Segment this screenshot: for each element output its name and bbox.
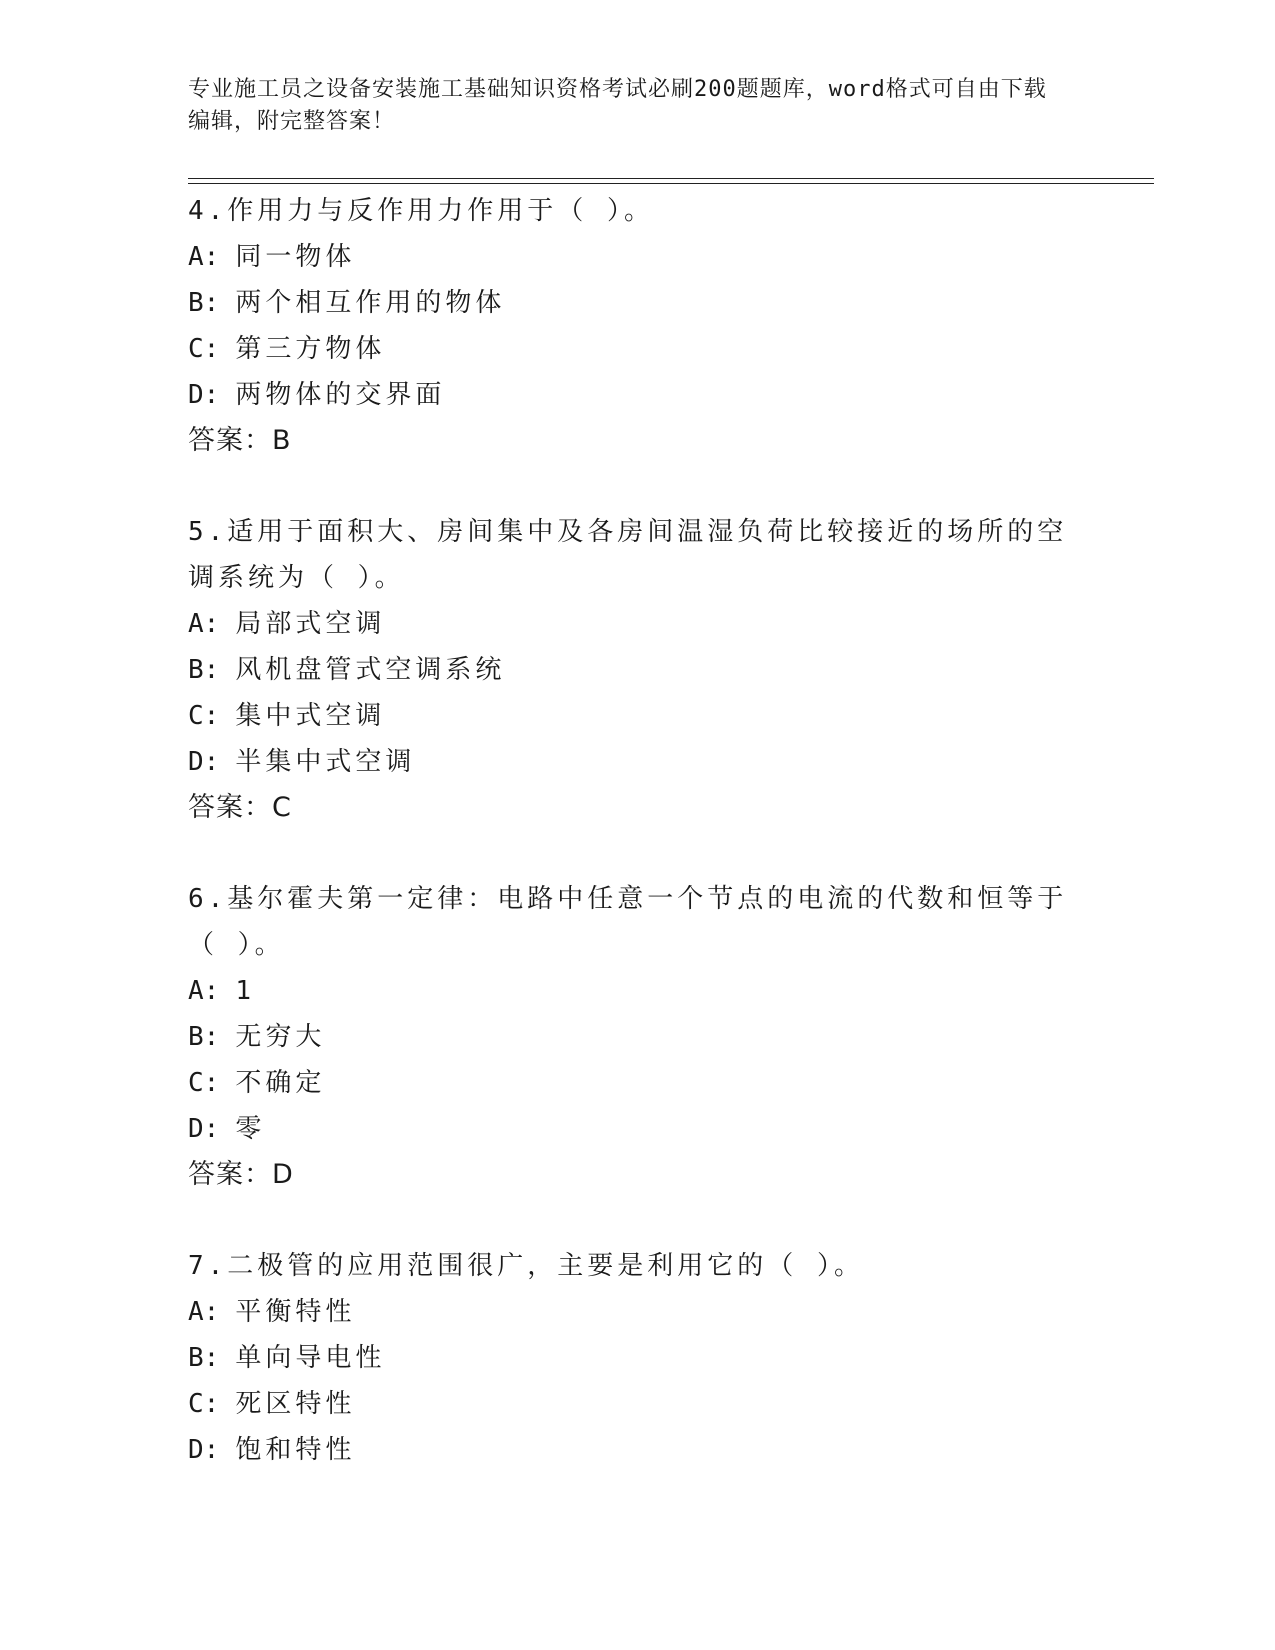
option-a [188,601,1088,647]
option-key: C: [188,701,220,731]
answer-line: 答案：B [188,425,292,456]
document-header: 专业施工员之设备安装施工基础知识资格考试必刷200题题库，word格式可自由下载编辑，附完整答案！ [188,77,1047,134]
option-text: 死区特性 [235,1389,356,1419]
header-divider-top [188,178,1154,179]
option-b [188,647,1088,693]
option-text: 第三方物体 [235,334,386,364]
header-divider-bottom [188,183,1154,184]
option-c [188,1381,1088,1427]
question-4 [188,188,1088,464]
option-text: 半集中式空调 [235,747,416,777]
option-a [188,968,1088,1014]
option-key: A: [188,976,220,1006]
option-text: 零 [235,1114,266,1144]
option-text: 集中式空调 [235,701,386,731]
option-key: D: [188,1114,220,1144]
option-c [188,693,1088,739]
option-key: A: [188,1297,220,1327]
question-6 [188,876,1088,1198]
option-d [188,1106,1088,1152]
option-key: A: [188,609,220,639]
option-a [188,234,1088,280]
option-text: 风机盘管式空调系统 [235,655,506,685]
option-key: D: [188,380,220,410]
option-text: 平衡特性 [235,1297,356,1327]
option-d [188,372,1088,418]
option-key: B: [188,1022,220,1052]
answer-line: 答案：C [188,792,292,823]
option-b [188,1014,1088,1060]
option-b [188,1335,1088,1381]
question-list [188,188,1088,1473]
option-text: 单向导电性 [235,1343,386,1373]
question-stem: 7.二极管的应用范围很广，主要是利用它的（ ）。 [188,1251,864,1281]
option-key: D: [188,747,220,777]
option-key: B: [188,655,220,685]
option-key: B: [188,288,220,318]
option-text: 1 [235,976,255,1006]
option-text: 局部式空调 [235,609,386,639]
question-7 [188,1243,1088,1473]
option-key: C: [188,334,220,364]
option-c [188,326,1088,372]
option-text: 无穷大 [235,1022,326,1052]
option-d [188,1427,1088,1473]
option-text: 饱和特性 [235,1435,356,1465]
answer-line: 答案：D [188,1159,294,1190]
question-stem: 5.适用于面积大、房间集中及各房间温湿负荷比较接近的场所的空调系统为（ ）。 [188,517,1068,593]
option-b [188,280,1088,326]
question-5 [188,509,1088,831]
option-key: D: [188,1435,220,1465]
option-key: B: [188,1343,220,1373]
option-d [188,739,1088,785]
option-text: 两物体的交界面 [235,380,446,410]
question-stem: 6.基尔霍夫第一定律：电路中任意一个节点的电流的代数和恒等于（ ）。 [188,884,1068,960]
option-text: 两个相互作用的物体 [235,288,506,318]
option-key: C: [188,1389,220,1419]
option-c [188,1060,1088,1106]
option-text: 不确定 [235,1068,326,1098]
option-key: A: [188,242,220,272]
question-stem: 4.作用力与反作用力作用于（ ）。 [188,196,654,226]
option-a [188,1289,1088,1335]
option-text: 同一物体 [235,242,356,272]
option-key: C: [188,1068,220,1098]
